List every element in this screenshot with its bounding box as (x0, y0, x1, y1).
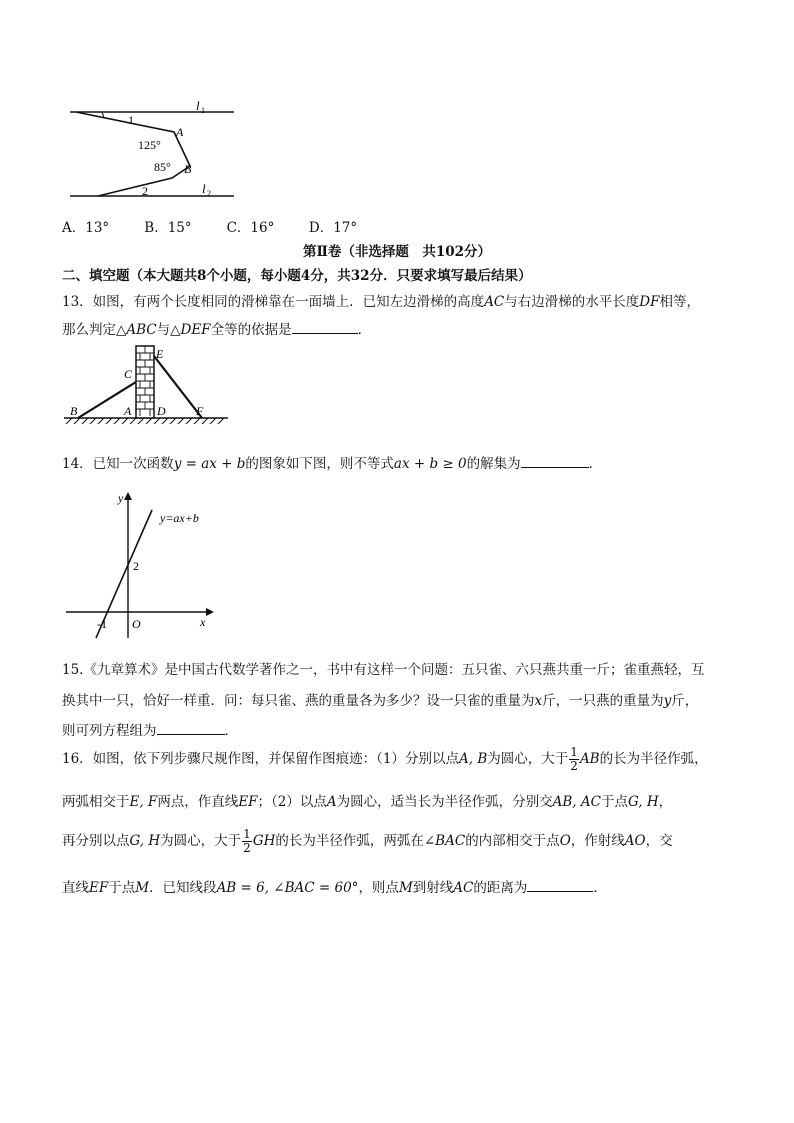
q16-line-1: 16．如图，依下列步骤尺规作图，并保留作图痕迹：（1）分别以点A, B为圆心，大于 $\frac{1}{2}$ AB的长为半径作弧， (62, 745, 708, 773)
section-2-title: 第Ⅱ卷（非选择题 共102分） (302, 244, 492, 260)
figure-slides (62, 344, 230, 430)
option-b: B．15° (144, 220, 192, 236)
x-intercept-label: -1 (97, 617, 107, 631)
figure-linear-function (62, 488, 222, 640)
svg-text:1: 1 (201, 106, 205, 115)
label-l1: l (196, 98, 200, 113)
angle-1-label: 1 (128, 113, 134, 127)
q13-label-F: F (196, 404, 204, 418)
q15-line-1: 15.《九章算术》是中国古代数学著作之一，书中有这样一个问题：五只雀、六只燕共重一斤；雀重燕轻，互 (62, 662, 705, 678)
q13-line-2: 那么判定△ABC与△DEF全等的依据是 ． (62, 322, 372, 338)
q15-line-2: 换其中一只，恰好一样重．问：每只雀、燕的重量各为多少？设一只雀的重量为x斤，一只燕的重量为y斤， (62, 693, 699, 709)
q15-answer-blank[interactable] (157, 722, 225, 735)
part-2-heading: 二、填空题（本大题共8个小题，每小题4分，共32分．只要求填写最后结果） (62, 268, 532, 284)
q13-label-D: D (157, 404, 166, 418)
q13-label-B: B (70, 404, 78, 418)
q12-options (62, 216, 357, 236)
svg-text:2: 2 (207, 189, 211, 198)
function-label: y=ax+b (160, 511, 199, 525)
option-d: D．17° (308, 220, 358, 236)
origin-label: O (132, 617, 141, 631)
x-axis-label: x (200, 615, 206, 629)
angle-85-label: 85° (154, 160, 171, 174)
angle-125-label: 125° (138, 138, 161, 152)
q13-line-1: 13．如图，有两个长度相同的滑梯靠在一面墙上．已知左边滑梯的高度AC与右边滑梯的水平长度DF相等， (62, 294, 700, 310)
y-intercept-label: 2 (133, 559, 139, 573)
fraction-half-2: $\frac{1}{2}$ (243, 827, 251, 855)
point-A-label: A (176, 125, 184, 139)
point-B-label: B (184, 162, 192, 176)
q16-answer-blank[interactable] (527, 879, 593, 892)
q16-line-2: 两弧相交于E, F两点，作直线EF；（2）以点A为圆心，适当长为半径作弧，分别交AB, AC于点G, H， (62, 794, 673, 810)
q13-answer-blank[interactable] (292, 321, 358, 334)
label-l2: l (202, 181, 206, 196)
q14-line: 14．已知一次函数y = ax + b的图象如下图，则不等式ax + b ≥ 0的解集为 ． (62, 456, 603, 472)
q16-line-3: 再分别以点G, H为圆心，大于 $\frac{1}{2}$ GH的长为半径作弧，两弧在∠BAC的内部相交于点O，作射线AO，交 (62, 827, 673, 855)
y-axis-label: y (118, 491, 124, 505)
q13-label-C: C (124, 367, 133, 381)
q15-line-3: 则可列方程组为 ． (62, 723, 238, 739)
figure-parallel-lines (62, 94, 242, 204)
q14-answer-blank[interactable] (521, 455, 589, 468)
option-a: A．13° (62, 220, 110, 236)
q13-label-E: E (156, 347, 164, 361)
q16-line-4: 直线EF于点M．已知线段AB = 6, ∠BAC = 60°，则点M到射线AC的距离为 ． (62, 880, 607, 896)
option-c: C．16° (226, 220, 275, 236)
angle-2-label: 2 (142, 184, 148, 198)
fraction-half: $\frac{1}{2}$ (570, 745, 578, 773)
q13-label-A: A (124, 404, 132, 418)
